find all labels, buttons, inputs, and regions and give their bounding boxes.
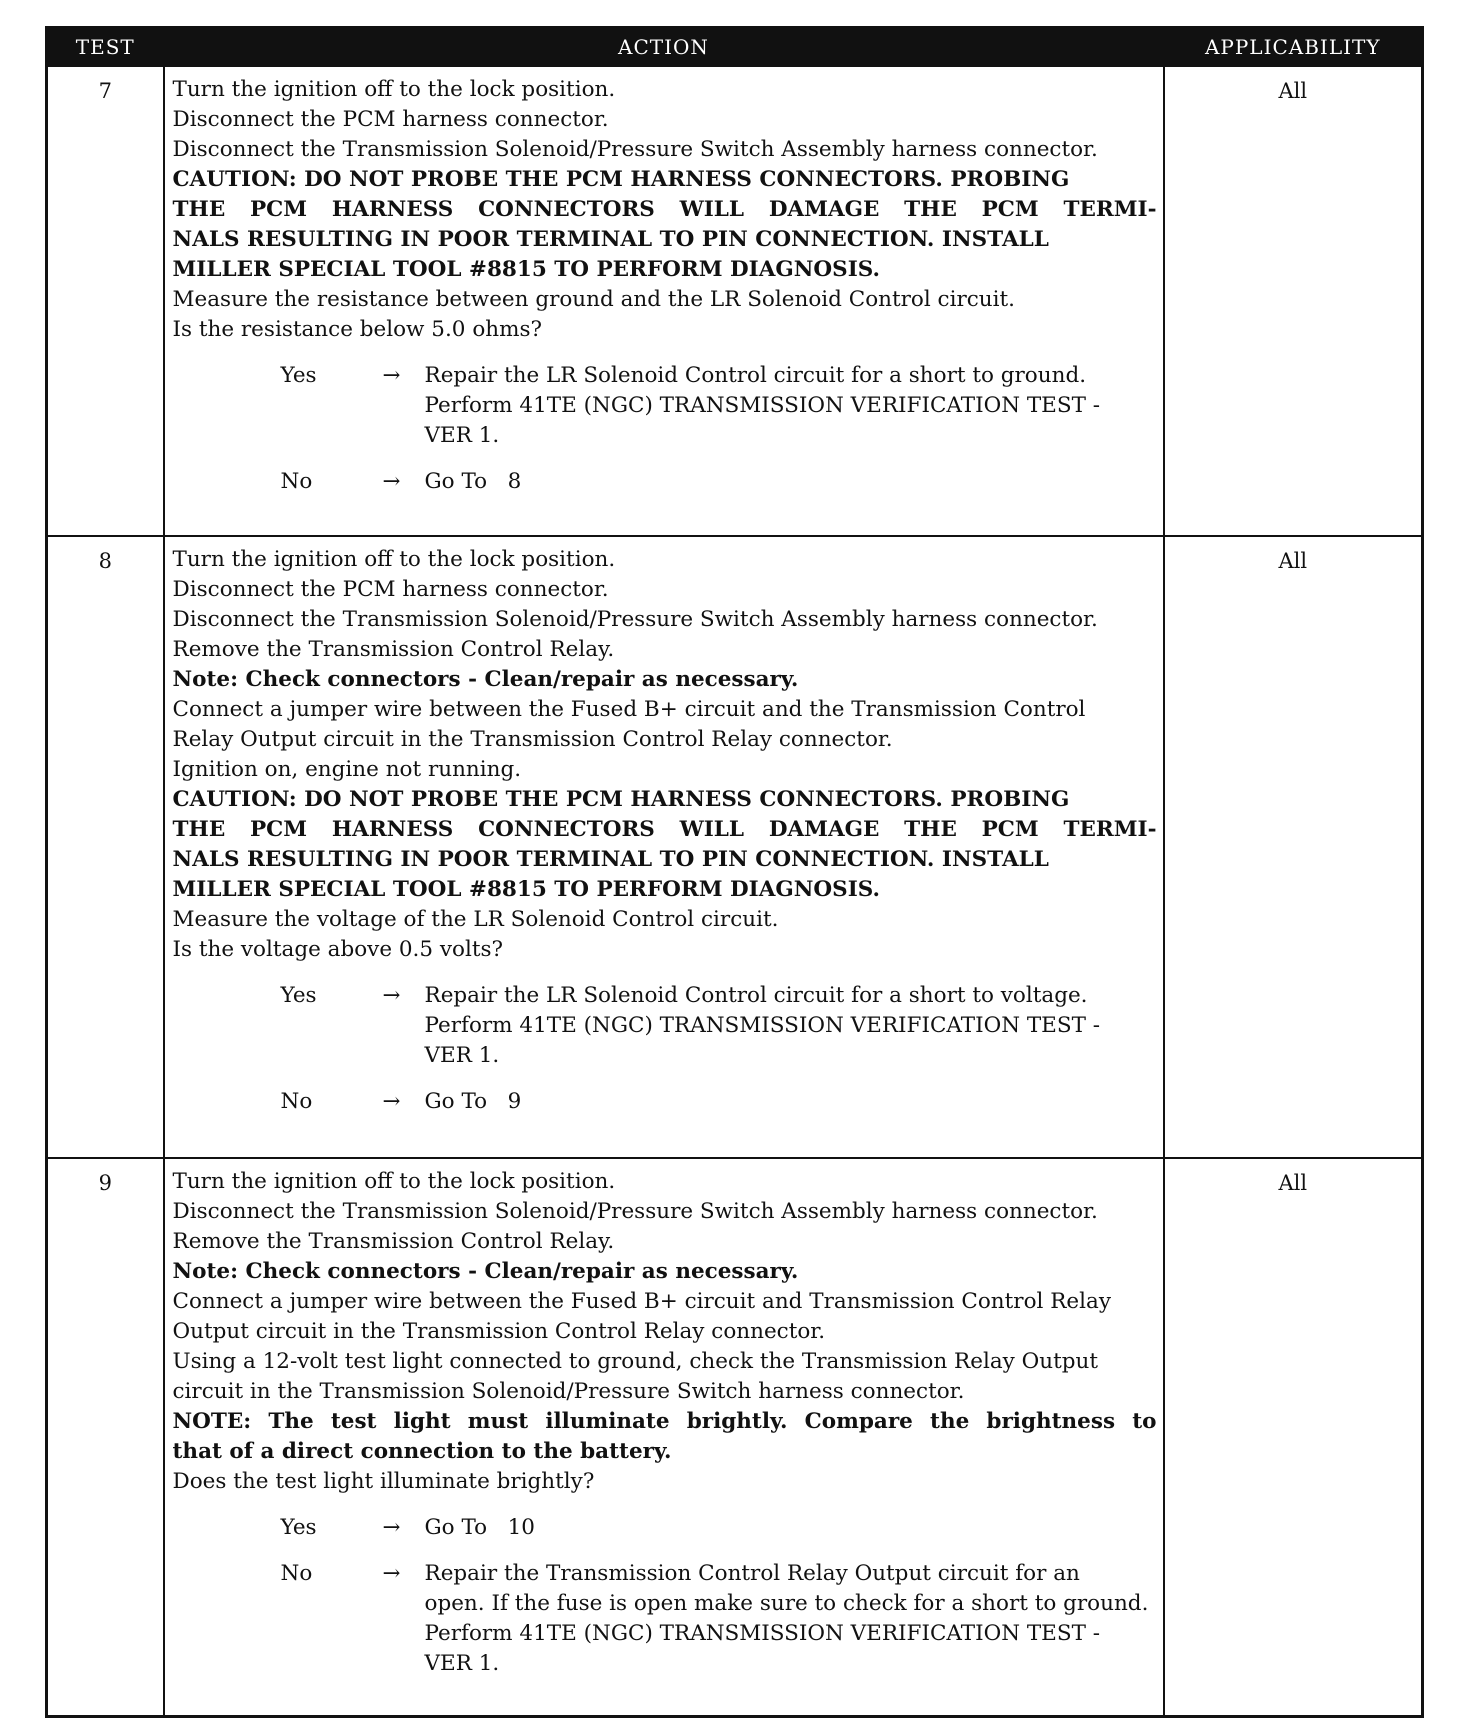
- arrow-icon: →: [382, 983, 401, 1008]
- header-action: ACTION: [164, 28, 1164, 67]
- instruction-line: Turn the ignition off to the lock position.: [172, 77, 616, 102]
- instruction-line: Disconnect the Transmission Solenoid/Pressure Switch Assembly harness connector.: [172, 137, 1098, 162]
- response-no: [281, 467, 1157, 497]
- response-result: [425, 981, 1157, 1071]
- result-line: Go To 9: [424, 1089, 522, 1114]
- arrow-icon: →: [382, 1561, 401, 1586]
- table-row: [47, 66, 1423, 536]
- result-line: VER 1.: [424, 1651, 500, 1676]
- response-result: [425, 1087, 1157, 1117]
- applicability-cell: All: [1164, 536, 1423, 1158]
- action-cell: [164, 536, 1164, 1158]
- instruction-line: Connect a jumper wire between the Fused B+ circuit and the Transmission Control: [172, 697, 1086, 722]
- instruction-line: Disconnect the Transmission Solenoid/Pressure Switch Assembly harness connector.: [172, 1199, 1098, 1224]
- arrow-icon: →: [382, 1089, 401, 1114]
- response-answer: No: [280, 469, 313, 494]
- caution-line: CAUTION: DO NOT PROBE THE PCM HARNESS CONNECTORS. PROBING: [172, 787, 1070, 812]
- test-number: 9: [47, 1158, 164, 1717]
- response-result: [425, 1513, 1157, 1543]
- response-answer: Yes: [280, 363, 317, 388]
- response-no: [281, 1559, 1157, 1679]
- applicability-cell: All: [1164, 1158, 1423, 1717]
- table-body: [47, 66, 1423, 1717]
- instruction-line: Disconnect the PCM harness connector.: [172, 107, 609, 132]
- test-number: 7: [47, 66, 164, 536]
- response-yes: [281, 981, 1157, 1071]
- caution-line: Note: Check connectors - Clean/repair as necessary.: [172, 667, 799, 692]
- instruction-line: Measure the resistance between ground and the LR Solenoid Control circuit.: [172, 287, 1015, 312]
- caution-line: MILLER SPECIAL TOOL #8815 TO PERFORM DIAGNOSIS.: [172, 877, 880, 902]
- response-answer: No: [280, 1089, 313, 1114]
- result-line: Repair the Transmission Control Relay Output circuit for an: [424, 1561, 1080, 1586]
- response-result: [425, 1559, 1157, 1679]
- table-row: [47, 536, 1423, 1158]
- caution-line: CAUTION: DO NOT PROBE THE PCM HARNESS CONNECTORS. PROBING: [172, 167, 1070, 192]
- instruction-line: Turn the ignition off to the lock position.: [172, 547, 616, 572]
- instruction-line: Turn the ignition off to the lock position.: [172, 1169, 616, 1194]
- test-number: 8: [47, 536, 164, 1158]
- response-yes: [281, 361, 1157, 451]
- instruction-line: Disconnect the PCM harness connector.: [172, 577, 609, 602]
- result-line: open. If the fuse is open make sure to check for a short to ground.: [424, 1591, 1149, 1616]
- result-line: Perform 41TE (NGC) TRANSMISSION VERIFICATION TEST -: [424, 1621, 1101, 1646]
- result-line: Repair the LR Solenoid Control circuit for a short to voltage.: [424, 983, 1088, 1008]
- response-answer: Yes: [280, 1515, 317, 1540]
- caution-line: NALS RESULTING IN POOR TERMINAL TO PIN CONNECTION. INSTALL: [172, 847, 1049, 872]
- caution-line: that of a direct connection to the battery.: [172, 1439, 672, 1464]
- header-applicability: APPLICABILITY: [1164, 28, 1423, 67]
- instruction-line: Connect a jumper wire between the Fused B+ circuit and Transmission Control Relay: [172, 1289, 1111, 1314]
- result-line: VER 1.: [424, 423, 500, 448]
- response-answer: Yes: [280, 983, 317, 1008]
- action-cell: [164, 1158, 1164, 1717]
- response-result: [425, 361, 1157, 451]
- caution-line: NALS RESULTING IN POOR TERMINAL TO PIN CONNECTION. INSTALL: [172, 227, 1049, 252]
- caution-line: NOTE: The test light must illuminate brightly. Compare the brightness to: [172, 1409, 1157, 1434]
- instruction-line: Measure the voltage of the LR Solenoid Control circuit.: [172, 907, 779, 932]
- result-line: Go To 8: [424, 469, 522, 494]
- instruction-line: Is the resistance below 5.0 ohms?: [172, 317, 543, 342]
- applicability-cell: All: [1164, 66, 1423, 536]
- arrow-icon: →: [382, 1515, 401, 1540]
- arrow-icon: →: [382, 469, 401, 494]
- response-no: [281, 1087, 1157, 1117]
- instruction-line: Disconnect the Transmission Solenoid/Pressure Switch Assembly harness connector.: [172, 607, 1098, 632]
- instruction-line: circuit in the Transmission Solenoid/Pressure Switch harness connector.: [172, 1379, 965, 1404]
- diagnostic-test-table: [45, 26, 1424, 1718]
- result-line: VER 1.: [424, 1043, 500, 1068]
- result-line: Go To 10: [424, 1515, 535, 1540]
- instruction-line: Does the test light illuminate brightly?: [172, 1469, 595, 1494]
- arrow-icon: →: [382, 363, 401, 388]
- action-cell: [164, 66, 1164, 536]
- response-yes: [281, 1513, 1157, 1543]
- instruction-line: Remove the Transmission Control Relay.: [172, 637, 615, 662]
- response-answer: No: [280, 1561, 313, 1586]
- response-result: [425, 467, 1157, 497]
- table-row: [47, 1158, 1423, 1717]
- caution-line: MILLER SPECIAL TOOL #8815 TO PERFORM DIAGNOSIS.: [172, 257, 880, 282]
- instruction-line: Output circuit in the Transmission Control Relay connector.: [172, 1319, 826, 1344]
- header-test: TEST: [47, 28, 164, 67]
- instruction-line: Ignition on, engine not running.: [172, 757, 522, 782]
- caution-line: Note: Check connectors - Clean/repair as necessary.: [172, 1259, 799, 1284]
- instruction-line: Using a 12-volt test light connected to ground, check the Transmission Relay Output: [172, 1349, 1098, 1374]
- caution-line: THE PCM HARNESS CONNECTORS WILL DAMAGE THE PCM TERMI-: [172, 817, 1157, 842]
- instruction-line: Relay Output circuit in the Transmission Control Relay connector.: [172, 727, 893, 752]
- result-line: Repair the LR Solenoid Control circuit for a short to ground.: [424, 363, 1087, 388]
- instruction-line: Remove the Transmission Control Relay.: [172, 1229, 615, 1254]
- caution-line: THE PCM HARNESS CONNECTORS WILL DAMAGE THE PCM TERMI-: [172, 197, 1157, 222]
- instruction-line: Is the voltage above 0.5 volts?: [172, 937, 504, 962]
- result-line: Perform 41TE (NGC) TRANSMISSION VERIFICATION TEST -: [424, 1013, 1101, 1038]
- result-line: Perform 41TE (NGC) TRANSMISSION VERIFICATION TEST -: [424, 393, 1101, 418]
- table-header-row: [47, 28, 1423, 67]
